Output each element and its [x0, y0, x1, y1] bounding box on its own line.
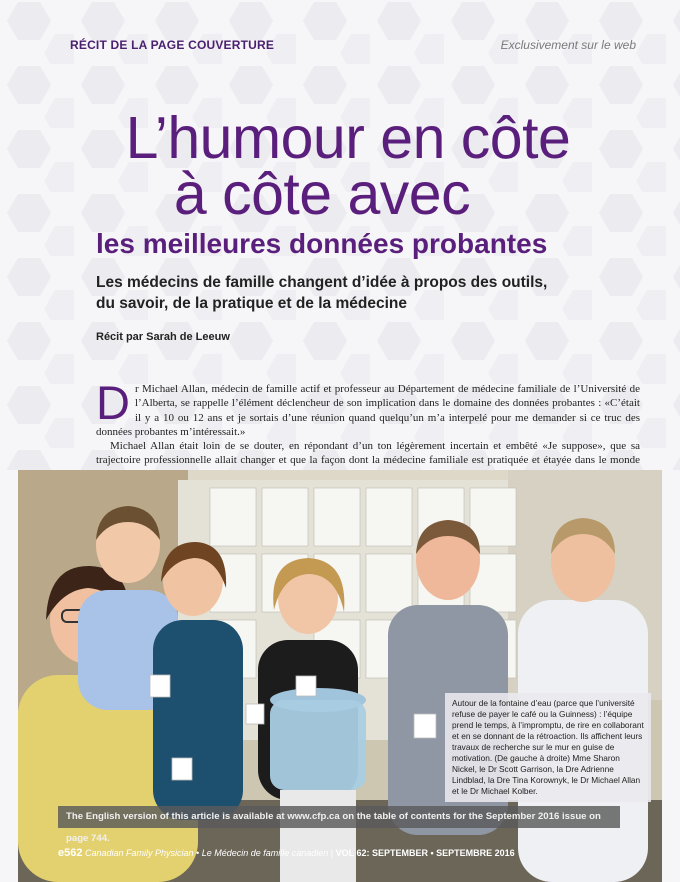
journal-name: Canadian Family Physician • Le Médecin de famille canadien	[85, 848, 329, 858]
english-version-note: The English version of this article is available at www.cfp.ca on the table of contents for the September 2016 issue on page 744.	[58, 806, 620, 828]
web-exclusive-label: Exclusivement sur le web	[500, 38, 636, 52]
paragraph-1	[96, 376, 640, 439]
article-title-line3: les meilleures données probantes	[96, 228, 548, 259]
photo-caption: Autour de la fontaine d’eau (parce que l’université refuse de payer le café ou la Guinness) : l’équipe prend le temps, à l’impromptu, de rire en collaborant et en se donnant de la rétroaction. Ils affichent leurs travaux de recherche sur le mur en guise de motivation. (De gauche à droite) Mme Sharon Nickel, le Dr Scott Garrison, la Dre Adrienne Lindblad, la Dre Tina Korownyk, le Dr Michael Allan et le Dr Michael Kolber.	[445, 693, 651, 802]
footer-separator: |	[330, 848, 336, 858]
byline: Récit par Sarah de Leeuw	[96, 331, 230, 343]
article-subtitle: Les médecins de famille changent d’idée à propos des outils, du savoir, de la pratique et de la médecine	[96, 274, 548, 312]
drop-cap: D	[96, 376, 130, 429]
paragraph-2: Michael Allan était loin de se douter, en répondant d’un ton légèrement incertain et embêté «Je suppose», que sa trajectoire professionnelle allait changer et que la façon dont la médecine familiale est pratiquée et étayée dans le monde	[96, 440, 640, 467]
page-number: e562	[58, 847, 83, 859]
page-footer	[58, 847, 515, 859]
volume-info: VOL 62: SEPTEMBER • SEPTEMBRE 2016	[335, 848, 515, 858]
paragraph-1-text: r Michael Allan, médecin de famille actif et professeur au Département de médecine familiale de l’Université de l’Alberta, se rappelle l’élément déclencheur de son implication dans le domaine des données probantes : «C’était il y a 10 ou 12 ans et je sortais d’une réunion quand quelqu’un m’a interpelé pour me demander si ce truc des données probantes m’intéressait.»	[96, 383, 640, 438]
article-title-line1: L’humour en côte	[125, 105, 571, 171]
article-title-line2: à côte avec	[173, 161, 471, 227]
section-label: RÉCIT DE LA PAGE COUVERTURE	[70, 38, 275, 52]
